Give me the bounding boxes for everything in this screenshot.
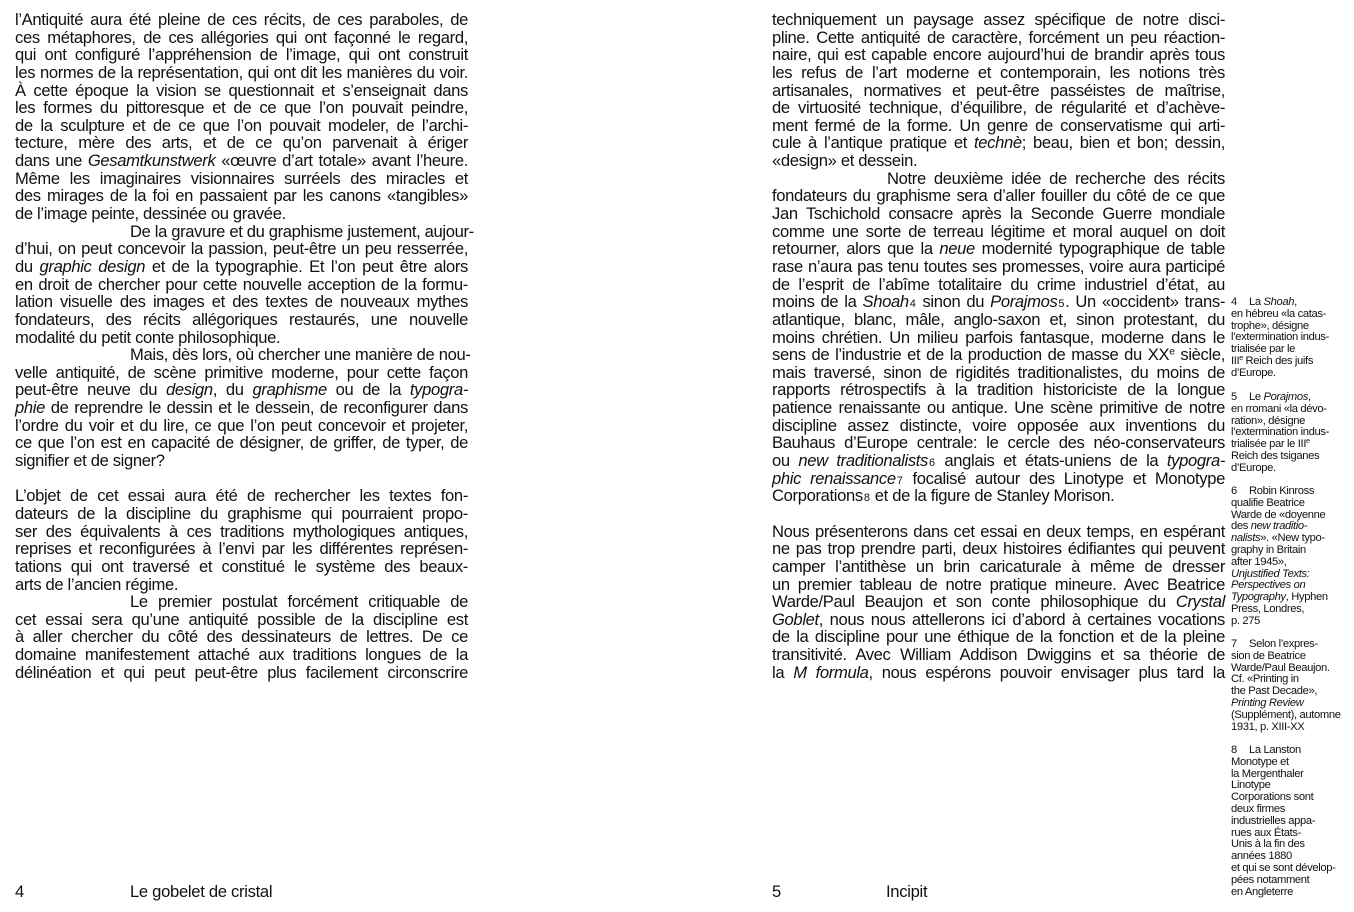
text-line [772, 117, 1225, 135]
text-run: Même les imaginaires visionnaires surréels des miracles et [15, 168, 468, 188]
text-run: sinon du [916, 292, 991, 312]
text-run: ne pas trop prendre parti, deux histoires édifiantes qui peuvent [772, 539, 1225, 559]
text-run: de virtuosité technique, d’équilibre, de régularité et d’achève- [772, 98, 1225, 118]
text-run: dans une [15, 151, 88, 171]
text-line [772, 540, 1225, 558]
text-run: atlantique, blanc, mâle, anglo-saxon et, sinon protestant, du [772, 309, 1225, 329]
italic-text: nalists [1231, 532, 1261, 545]
text-line [15, 399, 468, 417]
text-run: Warde/Paul Beaujon. [1231, 661, 1330, 674]
sidenote-5 [1231, 392, 1351, 475]
text-run: qui ont configuré l’appréhension de l’image, qui ont construit [15, 45, 468, 65]
text-run: Monotype et [1231, 755, 1289, 768]
text-run: pées notamment [1231, 873, 1310, 886]
text-run: trophe», désigne [1231, 319, 1309, 332]
text-run: «design» et dessein. [772, 151, 918, 171]
text-run: , nous espérons pouvoir envisager plus tard la [868, 662, 1225, 682]
text-line [772, 29, 1225, 47]
text-run: after 1945», [1231, 555, 1287, 568]
text-line [772, 434, 1225, 452]
text-section [772, 523, 1225, 682]
text-line [15, 221, 474, 241]
text-line [772, 11, 1225, 29]
italic-text: Printing Review [1231, 696, 1304, 709]
text-line [15, 434, 468, 452]
italic-text: Crystal [1175, 592, 1225, 612]
text-run: l’extermination indus- [1231, 426, 1330, 439]
text-line [772, 470, 1225, 488]
text-run: rase n’aura pas tenu toutes ses promesses, voire aura participé [772, 256, 1225, 276]
text-line [772, 223, 1225, 241]
italic-text: neue [939, 239, 975, 259]
text-run: focalisé autour des Linotype et Monotype [903, 468, 1225, 488]
text-line [772, 99, 1225, 117]
text-run: ou de la [326, 380, 410, 400]
text-run: ser des équivalents à ces traditions mythologiques antiques, [15, 521, 468, 541]
text-run: modernité typographique de table [974, 239, 1225, 259]
text-run: the Past Decade», [1231, 685, 1318, 698]
text-run: tecture, mère des arts, et de ce qu’on parvenait à ériger [15, 133, 468, 153]
text-run: sens de l’industrie et de la production de masse du XX [772, 345, 1170, 365]
italic-text: Unjustified Texts: [1231, 567, 1310, 580]
text-run: mais traversé, sinon de rigidités traditionalistes, du moins de [772, 362, 1225, 382]
text-line [772, 205, 1225, 223]
text-run: en droit de chercher pour cette nouvelle acception de la formu- [15, 274, 468, 294]
text-run: camper l’antithèse un brin caricaturale à même de dresser [772, 556, 1225, 576]
italic-text: design [166, 380, 213, 400]
text-line [15, 611, 468, 629]
text-run: Le premier postulat forcément critiquable de [130, 592, 468, 612]
text-line [772, 82, 1225, 100]
text-run: Nous présenterons dans cet essai en deux temps, en espérant [772, 521, 1225, 541]
text-line [772, 523, 1225, 541]
text-run: l’extermination indus- [1231, 331, 1330, 344]
sidenote-7 [1231, 639, 1351, 733]
text-line [15, 187, 468, 205]
italic-text: Porajmos [1263, 391, 1308, 403]
paragraph [15, 345, 471, 471]
text-run: ration», désigne [1231, 414, 1306, 427]
text-line [15, 64, 468, 82]
sidenote-line [1231, 616, 1351, 628]
text-line [15, 134, 468, 152]
text-section [15, 10, 474, 471]
italic-text: Porajmos [990, 292, 1058, 312]
paragraph [15, 221, 474, 347]
text-run: discipline assez distincte, voire opposée aux inventions du [772, 415, 1225, 435]
sidenote-6 [1231, 486, 1351, 628]
text-line [15, 576, 468, 594]
text-line [15, 364, 468, 382]
text-line [772, 346, 1225, 364]
footnote-reference: 7 [896, 474, 903, 487]
italic-text: phic renaissance [772, 468, 896, 488]
text-run: les refus de l’art moderne et contemporain, les notions très [772, 62, 1225, 82]
text-line [15, 311, 468, 329]
running-title-left: Le gobelet de cristal [130, 882, 273, 901]
text-line [772, 558, 1225, 576]
text-run: la [772, 662, 794, 682]
sidenote-number: 8 [1231, 744, 1237, 756]
text-line [15, 46, 468, 64]
italic-text: Typography [1231, 591, 1286, 604]
text-run: d’Europe. [1231, 461, 1276, 474]
sidenote-number: 6 [1231, 485, 1237, 497]
text-run: p. 275 [1231, 614, 1261, 627]
text-line [15, 523, 468, 541]
italic-text: new traditio- [1250, 520, 1308, 533]
paragraph [15, 487, 468, 593]
text-run: Reich des juifs [1242, 354, 1314, 367]
text-run: techniquement un paysage assez spécifique de notre disci- [772, 10, 1225, 29]
sidenote-4 [1231, 297, 1351, 380]
text-line [772, 329, 1225, 347]
text-run: «œuvre d’art totale» avant l’heure. [215, 151, 468, 171]
text-run: Unis à la fin des [1231, 838, 1305, 851]
text-line [15, 345, 471, 365]
text-run: modalité du petit conte philosophique. [15, 327, 281, 347]
text-run: et qui se sont dévelop- [1231, 861, 1336, 874]
text-run: de l’image peinte, dessinée ou gravée. [15, 204, 286, 224]
text-line [15, 593, 468, 611]
text-line [772, 364, 1225, 382]
text-run: ce que l’on est en capacité de désigner, de griffer, de typer, de [15, 433, 468, 453]
text-run: La Lanston [1249, 744, 1301, 756]
text-run: De la gravure et du graphisme justement, aujour- [130, 221, 474, 241]
text-run: III [1231, 354, 1240, 367]
text-run: artisanales, normatives et peut-être passéistes de maîtrise, [772, 80, 1225, 100]
text-run: moins de la [772, 292, 863, 312]
footnote-reference: 5 [1058, 298, 1065, 311]
sidenote-number: 5 [1231, 391, 1237, 403]
text-run: , [1294, 296, 1297, 308]
text-line [772, 611, 1225, 629]
text-run: peut-être neuve du [15, 380, 166, 400]
text-run: Warde de «doyenne [1231, 508, 1326, 521]
text-line [15, 293, 468, 311]
italic-text: M formula [793, 662, 869, 682]
text-line [772, 381, 1225, 399]
text-line [15, 381, 468, 399]
text-line [15, 505, 468, 523]
text-run: cet essai sera qu’une antiquité possible de la discipline est [15, 609, 468, 629]
text-run: sion de Beatrice [1231, 649, 1306, 662]
text-run: fondateurs, des récits allégoriques restaurés, une nouvelle [15, 309, 468, 329]
text-run: Bauhaus d’Europe centrale: le cercle des néo-conservateurs [772, 433, 1225, 453]
text-run: reprises et reconfigurées à l’envi par les différentes représen- [15, 539, 468, 559]
text-line [772, 628, 1225, 646]
text-line [772, 293, 1225, 311]
text-run: des [1231, 520, 1251, 533]
text-line [15, 628, 468, 646]
text-run: retourner, alors que la [772, 239, 940, 259]
paragraph [772, 170, 1225, 505]
text-run: siècle, [1174, 345, 1225, 365]
text-run: La [1249, 296, 1264, 308]
text-run: Le [1249, 391, 1264, 403]
text-line [772, 152, 1225, 170]
text-run: en Angleterre [1231, 885, 1294, 898]
text-run: un premier tableau de notre pratique mineure. Avec Beatrice [772, 574, 1225, 594]
text-run: rapports rétrospectifs à la tradition historiciste de la longue [772, 380, 1225, 400]
text-run: du [15, 256, 40, 276]
text-line [15, 205, 468, 223]
text-run: À cette époque la vision se questionnait et s’enseignait dans [15, 80, 468, 100]
italic-text: typogra- [409, 380, 468, 400]
text-run: Mais, dès lors, où chercher une manière de nou- [130, 345, 471, 365]
text-run: de reprendre le dessin et le dessein, de reconfigurer dans [44, 398, 468, 418]
text-line [15, 29, 468, 47]
text-run: anglais et états-uniens de la [935, 451, 1167, 471]
text-run: Cf. «Printing in [1231, 673, 1299, 686]
text-run: Reich des tsiganes [1231, 449, 1320, 462]
text-run: , [1307, 391, 1311, 403]
text-line [15, 540, 468, 558]
italic-text: technè [973, 133, 1022, 153]
text-run: , nous nous attellerons ici d’abord à certaines vocations [818, 609, 1225, 629]
left-page-text-column [15, 10, 474, 682]
sidenote-8 [1231, 745, 1351, 898]
text-run: Robin Kinross [1249, 485, 1315, 497]
paragraph [772, 11, 1225, 170]
italic-text: graphic design [39, 256, 146, 276]
footnote-reference: 8 [863, 492, 870, 505]
text-line [772, 187, 1225, 205]
text-line [15, 170, 468, 188]
text-run: l’Antiquité aura été pleine de ces récits, de ces paraboles, de [15, 10, 468, 29]
text-run: qualifie Beatrice [1231, 496, 1305, 509]
text-run: trialisée par le [1231, 343, 1296, 356]
text-line [772, 170, 1225, 188]
text-line [15, 417, 468, 435]
text-line [15, 329, 468, 347]
text-run: L’objet de cet essai aura été de rechercher les textes fon- [15, 486, 468, 506]
text-run: 1931, p. XIII-XX [1231, 720, 1305, 733]
text-line [772, 593, 1225, 611]
right-page-text-column [772, 11, 1225, 681]
text-run: ou [772, 451, 799, 471]
paragraph [772, 523, 1225, 682]
text-run: et de la figure de Stanley Morison. [870, 486, 1115, 506]
italic-text: new traditionalists [798, 451, 928, 471]
text-run: signifier et de signer? [15, 451, 165, 471]
text-run: à aller chercher du côté des dessinateurs de lettres. De ce [15, 627, 468, 647]
text-line [15, 117, 468, 135]
text-run: naire, qui est capable encore aujourd’hui de brandir après tous [772, 45, 1225, 65]
italic-text: Gesamtkunstwerk [87, 151, 216, 171]
italic-text: graphisme [252, 380, 327, 400]
running-title-right: Incipit [886, 882, 928, 901]
text-run: arts de l’ancien régime. [15, 574, 179, 594]
text-run: de la discipline pour une éthique de la fonction et de la pleine [772, 627, 1225, 647]
text-line [15, 664, 468, 682]
text-run: les formes du pittoresque et de ce que l’on pouvait peindre, [15, 98, 468, 118]
text-run: de l’esprit de l’abîme totalitaire du crime industriel d’état, au [772, 274, 1225, 294]
italic-text: Shoah [862, 292, 909, 312]
italic-text: Goblet [772, 609, 819, 629]
footnote-reference: 6 [929, 457, 935, 470]
text-run: comme une sorte de terreau légitime et moral auquel on doit [772, 221, 1225, 241]
text-section [15, 487, 468, 681]
text-run: deux firmes [1231, 802, 1285, 815]
text-line [772, 64, 1225, 82]
text-section [772, 11, 1225, 505]
italic-text: typogra- [1166, 451, 1225, 471]
text-run: en rromani «la dévo- [1231, 402, 1327, 415]
sidenote-number: 7 [1231, 638, 1237, 650]
text-line [772, 134, 1225, 152]
sidenote-number: 4 [1231, 296, 1237, 308]
text-run: Warde/Paul Beaujon et son conte philosophique du [772, 592, 1176, 612]
text-run: de la sculpture et de ce que l’on pouvait modeler, de l’archi- [15, 115, 468, 135]
text-run: , du [212, 380, 253, 400]
text-line [772, 258, 1225, 276]
text-run: fondateurs du graphisme sera d’aller fouiller du côté de ce que [772, 186, 1225, 206]
text-run: rues aux États- [1231, 826, 1301, 839]
text-run: . Un «occident» trans- [1065, 292, 1225, 312]
text-run: cule à l’antique pratique et [772, 133, 974, 153]
text-run: Corporations sont [1231, 791, 1314, 804]
text-run: et de la typographie. Et l’on peut être alors [145, 256, 468, 276]
superscript: e [1306, 438, 1310, 446]
text-run: années 1880 [1231, 850, 1292, 863]
text-line [772, 576, 1225, 594]
italic-text: phie [15, 398, 45, 418]
text-run: délinéation et qui peut peut-être plus facilement circonscrire [15, 662, 468, 682]
italic-text: Perspectives on [1231, 579, 1306, 592]
text-run: moins chrétien. Un milieu parfois fantasque, moderne dans le [772, 327, 1225, 347]
text-line [772, 646, 1225, 664]
text-line [15, 646, 468, 664]
text-run: dateurs de la discipline du graphisme qui pourraient propo- [15, 503, 468, 523]
sidenote-line [1231, 722, 1351, 734]
text-line [15, 152, 468, 170]
text-line [772, 399, 1225, 417]
text-line [15, 452, 468, 470]
sidenote-line [1231, 887, 1351, 899]
text-line [772, 240, 1225, 258]
page-number-right: 5 [772, 882, 781, 901]
text-line [772, 487, 1225, 505]
text-run: trialisée par le III [1231, 438, 1307, 451]
text-line [15, 240, 468, 258]
text-run: (Supplément), automne [1231, 708, 1341, 721]
text-line [772, 417, 1225, 435]
text-run: des mirages de la foi en passaient par les canons «tangibles» [15, 186, 468, 206]
sidenote-line [1231, 368, 1351, 380]
text-line [772, 664, 1225, 682]
text-run: Press, Londres, [1231, 602, 1305, 615]
text-line [772, 276, 1225, 294]
text-line [15, 11, 468, 29]
text-run: d’Europe. [1231, 366, 1276, 379]
text-run: ces métaphores, de ces allégories qui ont façonné le regard, [15, 27, 468, 47]
text-run: pline. Cette antiquité de caractère, forcément un peu réaction- [772, 27, 1225, 47]
text-run: tations qui ont traversé et constitué le système des beaux- [15, 556, 468, 576]
text-line [772, 452, 1225, 470]
superscript: e [1239, 355, 1243, 363]
footnote-reference: 4 [909, 298, 916, 311]
text-run: ; beau, bien et bon; dessin, [1021, 133, 1225, 153]
text-run: , Hyphen [1285, 591, 1328, 604]
text-run: la Mergenthaler [1231, 767, 1304, 780]
text-run: d’hui, on peut concevoir la passion, peut-être un peu resserrée, [15, 239, 468, 259]
text-run: les normes de la représentation, qui ont dit les manières du voir. [15, 62, 468, 82]
text-run: Notre deuxième idée de recherche des récits [887, 168, 1225, 188]
text-run: Selon l’expres- [1249, 638, 1318, 650]
text-run: transitivité. Avec William Addison Dwiggins et sa théorie de [772, 645, 1225, 665]
text-run: Corporations [772, 486, 863, 506]
text-run: industrielles appa- [1231, 814, 1316, 827]
text-run: velle antiquité, de scène primitive moderne, pour cette façon [15, 362, 468, 382]
text-run: Jan Tschichold consacre après la Seconde Guerre mondiale [772, 204, 1225, 224]
sidenote-line [1231, 463, 1351, 475]
text-line [772, 46, 1225, 64]
text-run: l’ordre du voir et du lire, ce que l’on peut concevoir et projeter, [15, 415, 468, 435]
text-line [15, 558, 468, 576]
superscript: e [1169, 346, 1175, 358]
text-run: patience renaissante ou antique. Une scène primitive de notre [772, 398, 1225, 418]
text-run: ment fermé de la forme. Un genre de conservatisme qui arti- [772, 115, 1225, 135]
text-run: en hébreu «la catas- [1231, 307, 1326, 320]
text-run: domaine manifestement attaché aux traditions longues de la [15, 645, 468, 665]
text-run: ». «New typo- [1260, 532, 1325, 545]
text-run: graphy in Britain [1231, 543, 1306, 556]
paragraph [15, 11, 468, 223]
text-line [772, 311, 1225, 329]
text-line [15, 99, 468, 117]
italic-text: Shoah [1263, 296, 1295, 308]
text-line [15, 258, 468, 276]
text-line [15, 487, 468, 505]
text-run: Linotype [1231, 779, 1271, 792]
text-line [15, 82, 468, 100]
text-run: lation visuelle des images et des textes de nouveaux mythes [15, 292, 468, 312]
paragraph [15, 593, 468, 681]
page-number-left: 4 [15, 882, 24, 901]
text-line [15, 276, 468, 294]
